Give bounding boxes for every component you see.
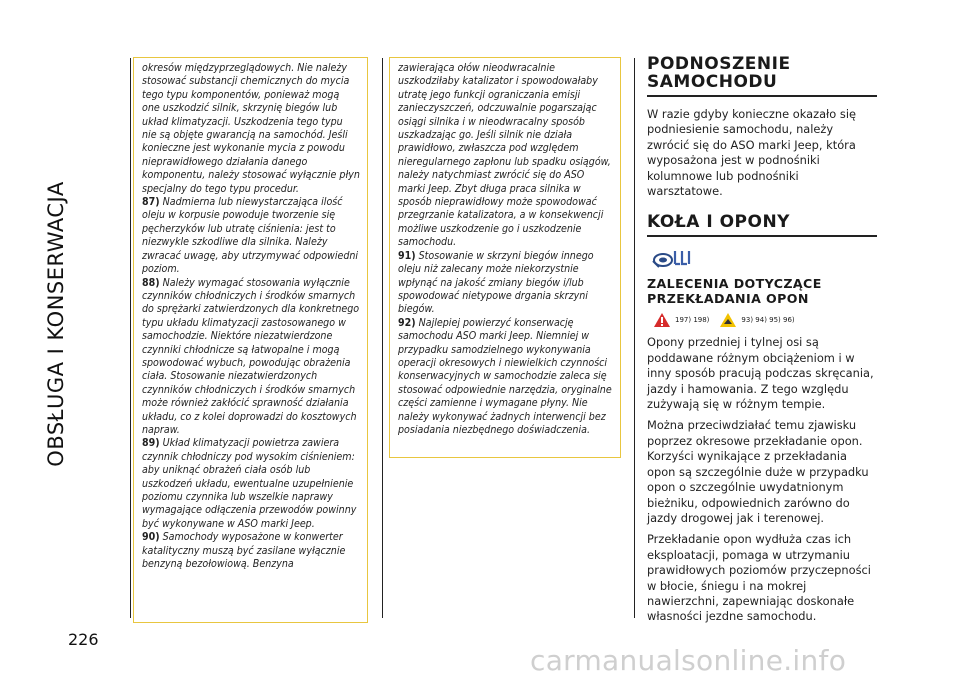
paragraph-tire-load: Opony przedniej i tylnej osi są poddawane różnym obciążeniom i w inny sposób pracują podczas skręcania, jazdy i hamowania. Z tego względu zużywają się w różnym tempie. [647,335,874,412]
heading-lifting: PODNOSZENIE SAMOCHODU [647,54,791,92]
column-divider-middle [382,58,383,618]
right-column [647,55,877,631]
note-number: 88) [142,276,160,289]
note-text: Nadmierna lub niewystarczająca ilość oleju w korpusie powoduje tworzenie się pęcherzyków lub utratę ciśnienia: jest to niezwykle szkodliwe dla silnika. Należy zwracać uwagę, aby utrzymywać odpowiedni poziom. [142,196,359,276]
note-number: 91) [398,249,416,262]
danger-refs: 197) 198) [675,316,710,325]
note-text: Należy wymagać stosowania wyłącznie czynników chłodniczych i środków smarnych do sprężarki zatwierdzonych dla konkretnego typu układu klimatyzacji zastosowanego w samochodzie. Niektóre niezatwierdzone czynniki chłodnicze są łatwopalne i mogą spowodować wybuch, powodując obrażenia ciała. Stosowanie niezatwierdzonych czynników chłodniczych i środków smarnych może również zakłócić sprawność działania układu, co z kolei doprowadzi do kosztowych napraw. [142,276,360,436]
heading-wheels-tires: KOŁA I OPONY [647,212,790,233]
note-number: 87) [142,196,160,209]
paragraph-rotation-benefits: Można przeciwdziałać temu zjawisku poprzez okresowe przekładanie opon. Korzyści wynikające z przekładania opon są szczególnie duże w przypadku opon o szczególnie uwydatnionym bieżniku, odpowiednich zarówno do jazdy drogowej jak i terenowej. [647,418,869,525]
note-text: zawierająca ołów nieodwracalnie uszkodziłaby katalizator i spowodowałaby utratę jego funkcji ograniczania emisji zanieczyszczeń, odczuwalnie pogarszając osiągi silnika i w nieodwracalny sposób uszkadzając go. Jeśli silnik nie działa prawidłowo, zwłaszcza pod względem nieregularnego zapłonu lub spadku osiągów, należy natychmiast zwrócić się do ASO marki Jeep. Zbyt długa praca silnika w sposób nieprawidłowy może spowodować przegrzanie katalizatora, a w konsekwencji możliwe uszkodzenie go i uszkodzenie samochodu. [398,62,611,249]
note-number: 89) [142,437,160,450]
note-text: Samochody wyposażone w konwerter katalityczny muszą być zasilane wyłącznie benzyną bezołowiową. Benzyna [142,531,346,571]
note-item [398,250,613,317]
tire-icon [649,247,693,269]
paragraph-rotation-lifetime: Przekładanie opon wydłuża czas ich eksploatacji, pomaga w utrzymaniu prawidłowych poziomów przyczepności w błocie, śniegu i na mokrej nawierzchni, zapewniając doskonałe własności jezdne samochodu. [647,532,871,624]
caution-refs: 93) 94) 95) 96) [741,316,795,325]
note-item [142,196,360,276]
column-divider-right [634,58,635,618]
note-item [142,531,360,571]
note-item [142,437,360,531]
note-item [142,62,360,196]
column-divider-left [130,58,131,618]
watermark: carmanualsonline.info [530,644,847,677]
warning-notes-box-1 [133,57,368,623]
page-number: 226 [68,630,99,649]
note-number: 90) [142,531,160,544]
note-number: 92) [398,316,416,329]
paragraph-lifting: W razie gdyby konieczne okazało się podniesienie samochodu, należy zwrócić się do ASO marki Jeep, która wyposażona jest w podnośniki kolumnowe lub podnośniki warsztatowe. [647,107,856,199]
heading-tire-rotation: ZALECENIA DOTYCZĄCE PRZEKŁADANIA OPON [647,276,822,307]
warning-references [653,312,877,328]
caution-triangle-icon [719,312,737,328]
heading-rule [647,95,877,97]
note-text: Stosowanie w skrzyni biegów innego oleju niż zalecany może niekorzystnie wpłynąć na jakość zmiany biegów i/lub spowodować nietypowe drgania skrzyni biegów. [398,249,594,316]
warning-notes-box-2 [389,57,621,458]
note-text: okresów międzyprzeglądowych. Nie należy stosować substancji chemicznych do mycia tego typu komponentów, ponieważ mogą one uszkodzić silnik, skrzynię biegów lub układ klimatyzacji. Uszkodzenia tego typu nie są objęte gwarancją na samochód. Jeśli konieczne jest wykonanie mycia z powodu nieprawidłowego działania danego komponentu, należy stosować wyłącznie płyn specjalny do tego typu procedur. [142,62,360,195]
note-item [398,317,613,438]
section-title-vertical: OBSŁUGA I KONSERWACJA [44,181,68,467]
note-text: Układ klimatyzacji powietrza zawiera czynnik chłodniczy pod wysokim ciśnieniem: aby uniknąć obrażeń ciała osób lub uszkodzeń układu, ewentualne uzupełnienie poziomu czynnika lub wszelkie naprawy wymagające odłączenia przewodów powinny być wykonywane w ASO marki Jeep. [142,437,357,530]
danger-triangle-icon [653,312,671,328]
note-item [142,277,360,438]
heading-rule [647,235,877,237]
note-item [398,62,613,250]
note-text: Najlepiej powierzyć konserwację samochodu ASO marki Jeep. Niemniej w przypadku samodzielnego wykonywania operacji okresowych i niewielkich czynności konserwacyjnych w samochodzie zaleca się stosować odpowiednie narzędzia, oryginalne części zamienne i wymagane płyny. Nie należy wykonywać żadnych interwencji bez posiadania niezbędnego doświadczenia. [398,316,612,436]
